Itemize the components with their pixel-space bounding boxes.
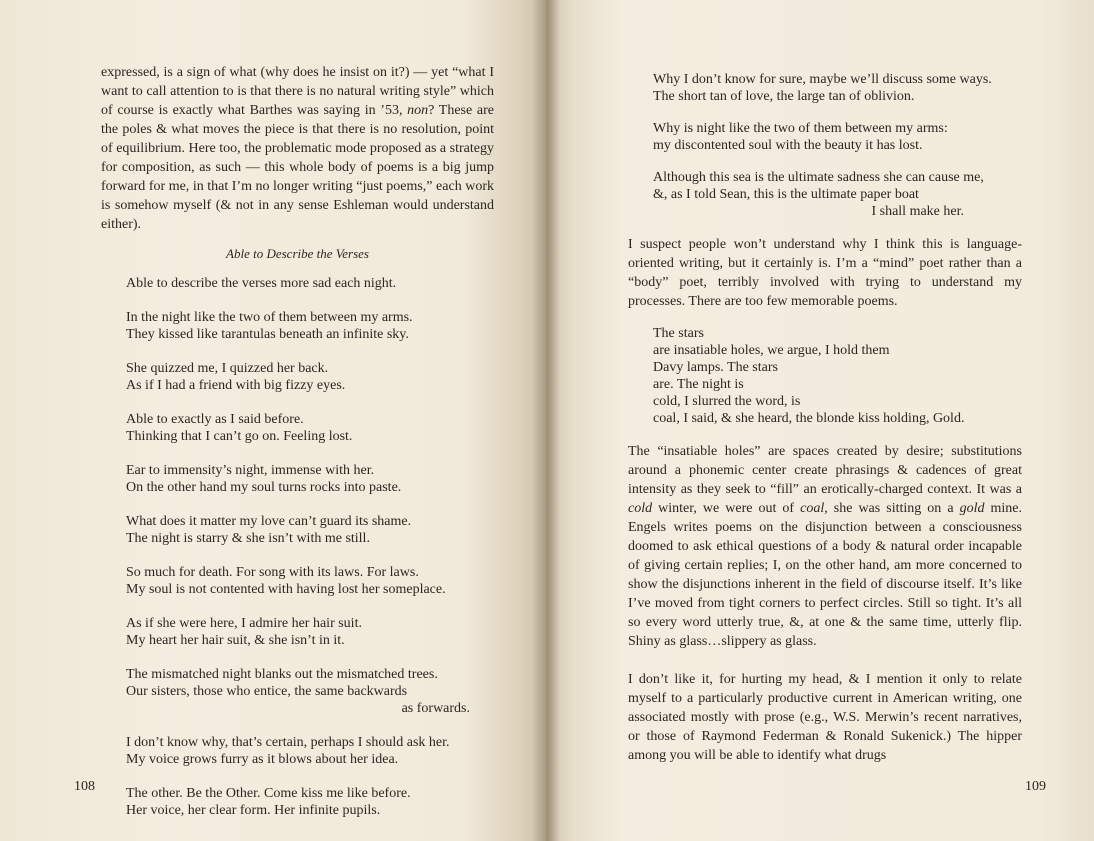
stanza: In the night like the two of them between my arms. They kissed like tarantulas beneath an infinite sky. xyxy=(126,310,413,342)
stanza: Able to exactly as I said before. Thinking that I can’t go on. Feeling lost. xyxy=(126,412,353,444)
stanza: So much for death. For song with its laws. For laws. My soul is not contented with having lost her someplace. xyxy=(126,565,446,597)
book-gutter xyxy=(532,0,560,841)
poem-title: Able to Describe the Verses xyxy=(226,246,369,261)
stanza: The other. Be the Other. Come kiss me like before. Her voice, her clear form. Her infinite pupils. xyxy=(126,786,411,818)
stanza: Why I don’t know for sure, maybe we’ll discuss some ways. The short tan of love, the large tan of oblivion. xyxy=(653,72,992,104)
page-number-right: 109 xyxy=(1025,779,1046,794)
poem-the-stars: The stars are insatiable holes, we argue, I hold them Davy lamps. The stars are. The night is cold, I slurred the word, is coal, I said, & she heard, the blonde kiss holding, Gold. xyxy=(653,326,965,426)
stanza: Able to describe the verses more sad each night. xyxy=(126,276,397,291)
stanza: I don’t know why, that’s certain, perhaps I should ask her. My voice grows furry as it blows about her idea. xyxy=(126,735,450,767)
stanza: Ear to immensity’s night, immense with her. On the other hand my soul turns rocks into paste. xyxy=(126,463,402,495)
stanza: As if she were here, I admire her hair suit. My heart her hair suit, & she isn’t in it. xyxy=(126,616,362,648)
paragraph-american-writing: I don’t like it, for hurting my head, & I mention it only to relate myself to a particularly productive current in American writing, one associated mostly with prose (e.g., W.S. Merwin’s recent narratives, or those of Raymond Federman & Ronald Sukenick.) The hipper among you will be able to identify what drugs xyxy=(628,672,1022,763)
right-page xyxy=(546,0,1094,841)
right-page-text xyxy=(628,71,1022,765)
left-page xyxy=(0,0,546,841)
stanza: The mismatched night blanks out the mismatched trees. Our sisters, those who entice, the same backwards as forwards. xyxy=(126,667,470,716)
paragraph-language-oriented: I suspect people won’t understand why I think this is language-oriented writing, but it certainly is. I’m a “mind” poet rather than a “body” poet, terribly involved with trying to understand my processes. There are too few memorable poems. xyxy=(628,237,1022,309)
intro-paragraph: expressed, is a sign of what (why does he insist on it?) — yet “what I want to call attention to is that there is no natural writing style” which of course is exactly what Barthes was saying in ’53, non? These are the poles & what moves the piece is that there is no resolution, point of equilibrium. Here too, the problematic mode proposed as a strategy for composition, as such — this whole body of poems is a big jump forward for me, in that I’m no longer writing “just poems,” each work is somehow myself (& not in any sense Eshleman would understand either). xyxy=(101,65,494,232)
page-number-left: 108 xyxy=(74,779,95,794)
stanza: Why is night like the two of them between my arms: my discontented soul with the beauty it has lost. xyxy=(653,121,948,153)
paragraph-insatiable-holes: The “insatiable holes” are spaces created by desire; substitutions around a phonemic center create phrasings & cadences of great intensity as they seek to “fill” an erotically-charged context. It was a cold winter, we were out of coal, she was sitting on a gold mine. Engels writes poems on the disjunction between a consciousness doomed to ask ethical questions of a body & natural order incapable of giving certain replies; I, on the other hand, am more concerned to show the disjunctions inherent in the field of discourse itself. It’s like I’ve moved from tight corners to perfect circles. Still so tight. It’s all so every word utterly true, &, at one & the same time, utterly flip. Shiny as glass…slippery as glass. xyxy=(628,444,1023,649)
left-page-text xyxy=(101,63,494,819)
stanza: What does it matter my love can’t guard its shame. The night is starry & she isn’t with me still. xyxy=(126,514,412,546)
stanza: She quizzed me, I quizzed her back. As if I had a friend with big fizzy eyes. xyxy=(126,361,346,393)
poem-able-to-describe xyxy=(101,275,494,819)
stanza: Although this sea is the ultimate sadness she can cause me, &, as I told Sean, this is the ultimate paper boat I shall make her. xyxy=(653,170,984,219)
